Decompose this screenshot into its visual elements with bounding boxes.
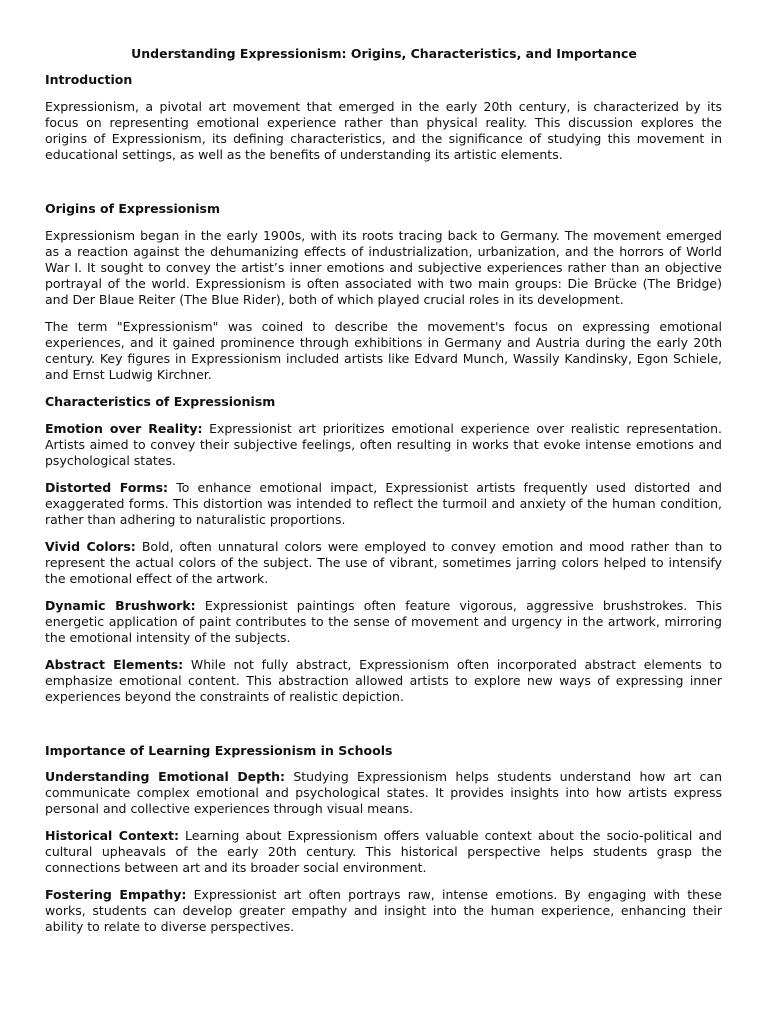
origins-paragraph-2: The term "Expressionism" was coined to describe the movement's focus on expressing emotional experiences, and it gained prominence through exhibitions in Germany and Austria during the early 20th century. Key figures in Expressionism included artists like Edvard Munch, Wassily Kandinsky, Egon Schiele, and Ernst Ludwig Kirchner. [45,319,722,382]
characteristic-text: Bold, often unnatural colors were employed to convey emotion and mood rather than to represent the actual colors of the subject. The use of vibrant, sometimes jarring colors helped to intensify the emotional effect of the artwork. [45,539,722,586]
characteristic-term: Abstract Elements: [45,657,184,672]
introduction-paragraph: Expressionism, a pivotal art movement that emerged in the early 20th century, is characterized by its focus on representing emotional experience rather than physical reality. This discussion explores the origins of Expressionism, its defining characteristics, and the significance of studying this movement in educational settings, as well as the benefits of understanding its artistic elements. [45,99,722,162]
importance-text: Studying Expressionism helps students understand how art can communicate complex emotional and psychological states. It provides insights into how artists express personal and collective experiences through visual means. [45,769,722,816]
importance-text: Expressionist art often portrays raw, intense emotions. By engaging with these works, students can develop greater empathy and insight into the human experience, enhancing their ability to relate to diverse perspectives. [45,887,722,934]
introduction-heading: Introduction [45,72,133,87]
characteristic-term: Distorted Forms: [45,480,169,495]
characteristic-term: Vivid Colors: [45,539,136,554]
importance-text: Learning about Expressionism offers valuable context about the socio-political and cultural upheavals of the early 20th century. This historical perspective helps students grasp the connections between art and its broader social environment. [45,828,722,875]
origins-heading: Origins of Expressionism [45,201,220,216]
characteristic-item [45,598,722,646]
importance-item [45,828,722,876]
importance-term: Fostering Empathy: [45,887,187,902]
importance-term: Historical Context: [45,828,179,843]
characteristic-text: Expressionist art prioritizes emotional experience over realistic representation. Artists aimed to convey their subjective feelings, often resulting in works that evoke intense emotions and psychological states. [45,421,722,468]
document-title: Understanding Expressionism: Origins, Characteristics, and Importance [131,46,637,61]
characteristics-heading: Characteristics of Expressionism [45,394,276,409]
characteristic-term: Dynamic Brushwork: [45,598,196,613]
characteristic-item [45,421,722,469]
characteristic-item [45,657,722,705]
importance-term: Understanding Emotional Depth: [45,769,286,784]
characteristic-term: Emotion over Reality: [45,421,203,436]
importance-item [45,887,722,935]
origins-paragraph-1: Expressionism began in the early 1900s, with its roots tracing back to Germany. The movement emerged as a reaction against the dehumanizing effects of industrialization, urbanization, and the horrors of World War I. It sought to convey the artist’s inner emotions and subjective experiences rather than an objective portrayal of the world. Expressionism is often associated with two main groups: Die Brücke (The Bridge) and Der Blaue Reiter (The Blue Rider), both of which played crucial roles in its development. [45,228,722,307]
characteristic-text: While not fully abstract, Expressionism often incorporated abstract elements to emphasize emotional content. This abstraction allowed artists to explore new ways of expressing inner experiences beyond the constraints of realistic depiction. [45,657,722,704]
characteristic-text: To enhance emotional impact, Expressionist artists frequently used distorted and exaggerated forms. This distortion was intended to reflect the turmoil and anxiety of the human condition, rather than adhering to naturalistic proportions. [45,480,722,527]
characteristic-item [45,480,722,528]
characteristic-item [45,539,722,587]
importance-item [45,769,722,817]
importance-heading: Importance of Learning Expressionism in Schools [45,743,393,758]
characteristic-text: Expressionist paintings often feature vigorous, aggressive brushstrokes. This energetic application of paint contributes to the sense of movement and urgency in the artwork, mirroring the emotional intensity of the subjects. [45,598,722,645]
